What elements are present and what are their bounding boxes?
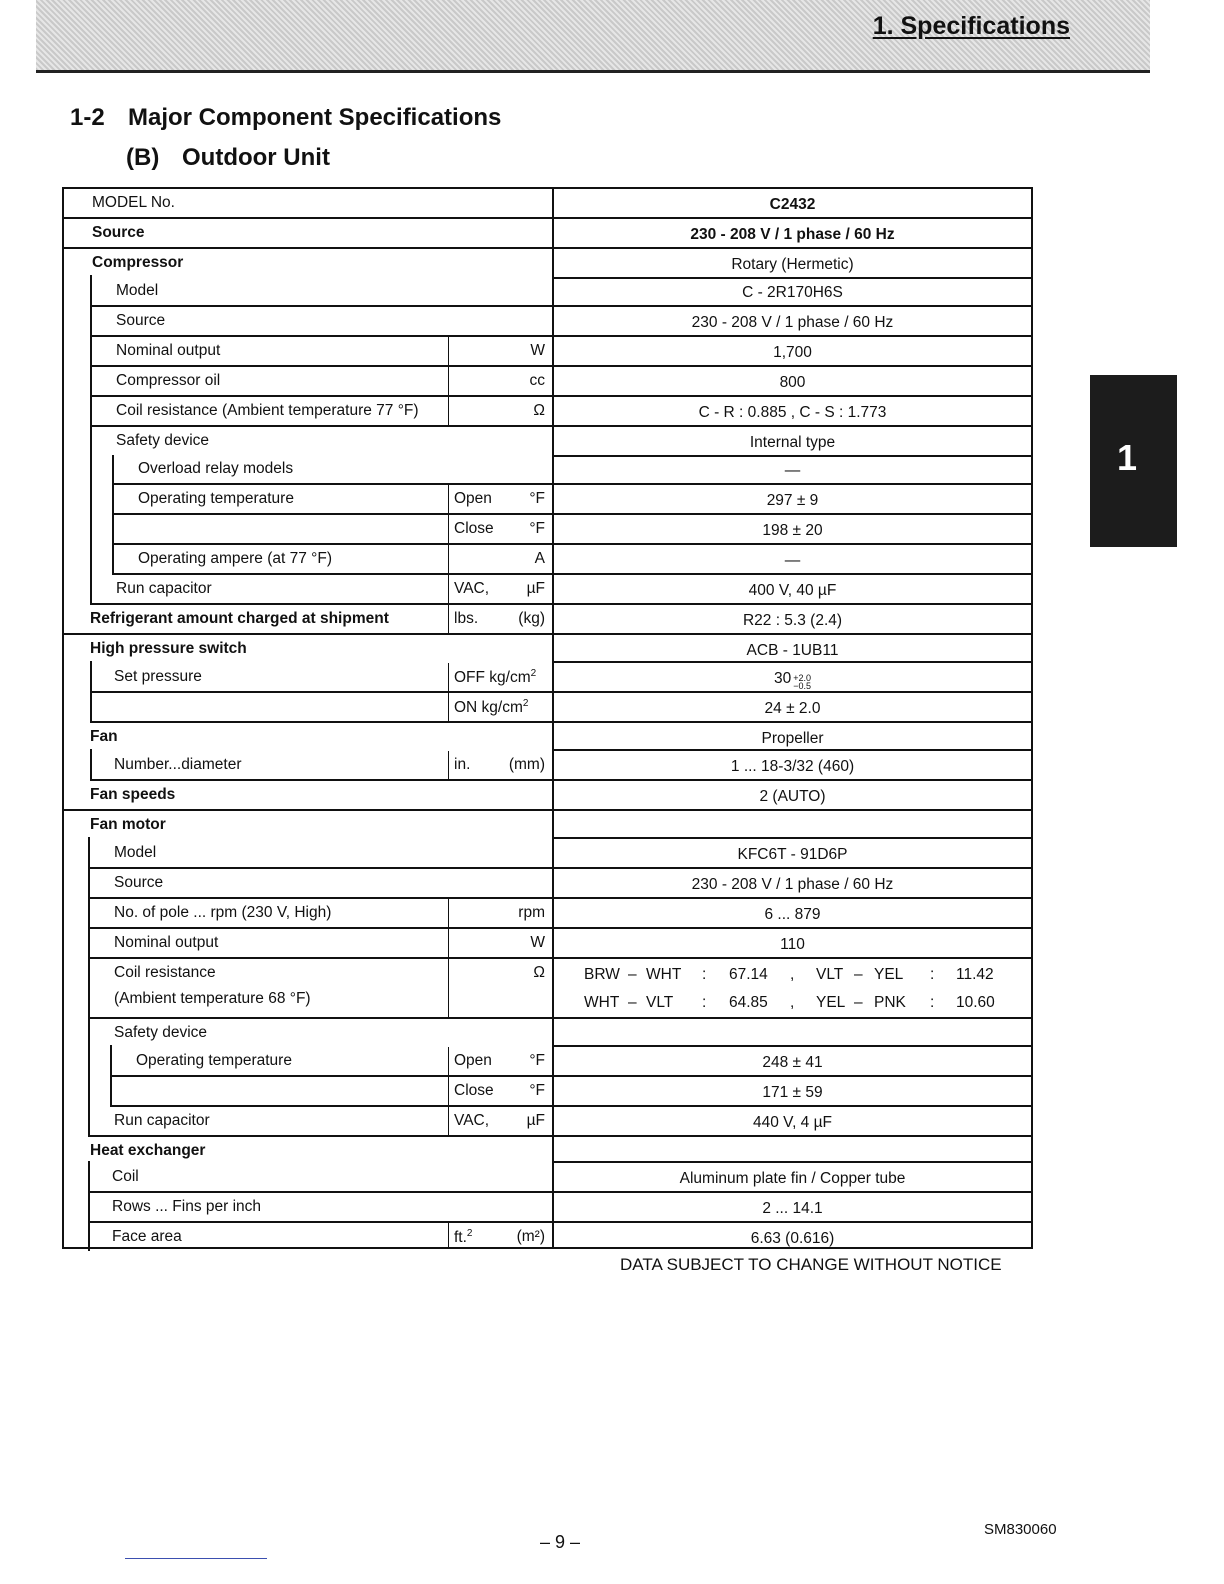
coil-cell: : — [702, 994, 707, 1011]
coil-cell: PNK — [874, 994, 906, 1011]
unit-left: ft.$^2$ — [454, 1228, 473, 1247]
unit-cell — [448, 575, 552, 603]
row-heat-exchanger — [64, 1137, 1031, 1163]
row-overload-relay — [112, 455, 1031, 485]
unit-left: VAC, — [454, 1112, 490, 1129]
row-label: Safety device — [114, 1024, 208, 1041]
row-value — [552, 1137, 1031, 1163]
unit-right: °F — [529, 520, 545, 537]
row-label-secondary: (Ambient temperature 68 °F) — [114, 990, 311, 1007]
row-label: Coil resistance (Ambient temperature 77 °F) — [116, 402, 419, 419]
row-value: KFC6T - 91D6P — [552, 839, 1031, 867]
row-value: — — [552, 455, 1031, 483]
unit-left: Open — [454, 1052, 492, 1069]
row-label: Run capacitor — [116, 580, 212, 597]
row-value: 171 ± 59 — [552, 1077, 1031, 1105]
unit-right: (m²) — [516, 1228, 545, 1245]
coil-cell: 10.60 — [956, 994, 995, 1011]
row-value: 110 — [552, 929, 1031, 957]
row-label: Refrigerant amount charged at shipment — [90, 610, 389, 627]
coil-cell: WHT — [584, 994, 620, 1011]
row-fan-motor — [64, 811, 1031, 839]
row-compressor-oil — [90, 367, 1031, 397]
row-value: 230 - 208 V / 1 phase / 60 Hz — [552, 869, 1031, 897]
coil-cell: , — [790, 994, 795, 1011]
row-value: 1,700 — [552, 337, 1031, 365]
unit-cell — [448, 751, 552, 779]
unit-left: OFF $kg/cm^2$ — [454, 668, 537, 687]
row-label: Run capacitor — [114, 1112, 210, 1129]
coil-cell: : — [930, 994, 935, 1011]
row-hx-face-area — [88, 1223, 1031, 1249]
unit-left: ON $kg/cm^2$ — [454, 698, 529, 717]
row-fan-speeds — [64, 781, 1031, 811]
row-value: Rotary (Hermetic) — [552, 249, 1031, 279]
document-code: SM830060 — [984, 1521, 1057, 1538]
row-label: Source — [116, 312, 166, 329]
tolerance: +2.0 −0.5 — [793, 673, 812, 691]
unit-right: °F — [529, 1052, 545, 1069]
unit-right: °F — [529, 490, 545, 507]
row-value: R22 : 5.3 (2.4) — [552, 605, 1031, 633]
row-label: Fan speeds — [90, 786, 176, 803]
unit-cell — [448, 1223, 552, 1249]
unit-cell — [448, 1107, 552, 1135]
coil-cell: – — [854, 966, 863, 983]
coil-grid — [584, 966, 1004, 1022]
coil-cell: YEL — [816, 994, 846, 1011]
row-fan-run-capacitor — [88, 1107, 1031, 1137]
unit-cell — [448, 513, 552, 543]
section-heading — [70, 104, 501, 132]
row-label: Heat exchanger — [90, 1142, 206, 1159]
row-label: Nominal output — [114, 934, 219, 951]
row-operating-ampere — [112, 545, 1031, 575]
row-label: Operating temperature — [138, 490, 294, 507]
row-value: 230 - 208 V / 1 phase / 60 Hz — [552, 219, 1031, 247]
row-label: Number...diameter — [114, 756, 242, 773]
row-value: 440 V, 4 µF — [552, 1107, 1031, 1135]
row-label: Set pressure — [114, 668, 202, 685]
coil-cell: 67.14 — [729, 966, 768, 983]
row-operating-temp-open — [112, 485, 1031, 515]
row-value: 800 — [552, 367, 1031, 395]
section-number: 1-2 — [70, 104, 105, 131]
coil-cell: VLT — [646, 994, 674, 1011]
coil-cell: – — [854, 994, 863, 1011]
row-fan-motor-source — [88, 869, 1031, 899]
row-fan-motor-model — [88, 839, 1031, 869]
row-label: Safety device — [116, 432, 210, 449]
row-label: High pressure switch — [90, 640, 247, 657]
page-number: – 9 – — [540, 1532, 581, 1552]
row-hx-coil — [88, 1163, 1031, 1193]
row-value: 198 ± 20 — [552, 515, 1031, 543]
row-value: 2 ... 14.1 — [552, 1193, 1031, 1221]
unit-left: lbs. — [454, 610, 479, 627]
row-fan — [64, 723, 1031, 751]
row-number-diameter — [90, 751, 1031, 781]
row-label: Coil — [112, 1168, 139, 1185]
coil-resistance-values — [552, 959, 1031, 1017]
spec-table — [62, 187, 1033, 1249]
coil-cell: VLT — [816, 966, 844, 983]
coil-line — [584, 966, 1004, 994]
row-label: Compressor — [92, 254, 184, 271]
row-label: Source — [114, 874, 164, 891]
change-notice: DATA SUBJECT TO CHANGE WITHOUT NOTICE — [620, 1255, 1002, 1274]
coil-cell: – — [628, 994, 637, 1011]
row-value: C2432 — [552, 189, 1031, 217]
row-label: Nominal output — [116, 342, 221, 359]
row-fan-operating-temp-close — [110, 1077, 1031, 1107]
row-fan-nominal-output — [88, 929, 1031, 959]
section-title: Major Component Specifications — [128, 104, 502, 131]
unit-right: W — [530, 342, 545, 359]
row-compressor — [64, 249, 1031, 279]
unit-left: in. — [454, 756, 471, 773]
row-value: 297 ± 9 — [552, 485, 1031, 513]
coil-cell: – — [628, 966, 637, 983]
footer-rule — [125, 1558, 267, 1559]
coil-cell: : — [930, 966, 935, 983]
row-coil-resistance — [90, 397, 1031, 427]
subsection-label: (B) — [126, 144, 160, 171]
header-band — [36, 0, 1150, 73]
unit-cell — [448, 605, 552, 633]
unit-cell — [448, 929, 552, 957]
subsection-heading — [126, 144, 330, 172]
row-operating-temp-close — [112, 515, 1031, 545]
row-set-pressure-on — [90, 693, 1031, 723]
unit-cell — [448, 337, 552, 365]
unit-left: Close — [454, 520, 494, 537]
coil-cell: WHT — [646, 966, 682, 983]
row-label: Rows ... Fins per inch — [112, 1198, 262, 1215]
row-refrigerant — [64, 605, 1031, 635]
row-value: 230 - 208 V / 1 phase / 60 Hz — [552, 307, 1031, 335]
row-value: Aluminum plate fin / Copper tube — [552, 1163, 1031, 1191]
row-source — [64, 219, 1031, 249]
unit-left: Close — [454, 1082, 494, 1099]
unit-cell — [448, 959, 552, 1017]
row-value: 2 (AUTO) — [552, 781, 1031, 809]
row-compressor-source — [90, 307, 1031, 337]
coil-cell: 64.85 — [729, 994, 768, 1011]
row-label: No. of pole ... rpm (230 V, High) — [114, 904, 332, 921]
row-value: C - 2R170H6S — [552, 277, 1031, 305]
row-value: — — [552, 545, 1031, 573]
row-value: 1 ... 18-3/32 (460) — [552, 751, 1031, 779]
row-label: MODEL No. — [92, 194, 175, 211]
unit-left: Open — [454, 490, 492, 507]
row-model-no — [64, 189, 1031, 219]
chapter-tab-label: 1 — [1117, 437, 1138, 478]
coil-cell: YEL — [874, 966, 904, 983]
row-safety-device — [90, 427, 1031, 457]
unit-cell — [448, 899, 552, 927]
row-label: Overload relay models — [138, 460, 294, 477]
unit-right: cc — [529, 372, 545, 389]
row-value: 24 ± 2.0 — [552, 693, 1031, 721]
coil-cell: 11.42 — [956, 966, 994, 983]
unit-cell — [448, 1047, 552, 1075]
coil-cell: BRW — [584, 966, 620, 983]
row-run-capacitor — [90, 575, 1031, 605]
row-value: 248 ± 41 — [552, 1047, 1031, 1075]
row-label: Fan — [90, 728, 118, 745]
row-nominal-output — [90, 337, 1031, 367]
unit-right: rpm — [518, 904, 545, 921]
unit-left: VAC, — [454, 580, 490, 597]
unit-cell — [448, 397, 552, 425]
row-fan-coil-resistance — [88, 959, 1031, 1019]
coil-cell: , — [790, 966, 795, 983]
row-value: Internal type — [552, 427, 1031, 457]
row-high-pressure-switch — [64, 635, 1031, 663]
unit-cell — [448, 545, 552, 573]
unit-right: (mm) — [508, 756, 545, 773]
row-fan-operating-temp-open — [110, 1047, 1031, 1077]
row-value: 6 ... 879 — [552, 899, 1031, 927]
row-value — [552, 1019, 1031, 1047]
row-set-pressure-off — [90, 663, 1031, 693]
row-value: C - R : 0.885 , C - S : 1.773 — [552, 397, 1031, 425]
row-pole-rpm — [88, 899, 1031, 929]
coil-line — [584, 994, 1004, 1022]
unit-cell — [448, 367, 552, 395]
unit-cell — [448, 691, 552, 721]
header-title: 1. Specifications — [872, 12, 1070, 40]
unit-cell — [448, 663, 552, 691]
row-value: Propeller — [552, 723, 1031, 751]
row-value: 6.63 (0.616) — [552, 1223, 1031, 1249]
row-label: Compressor oil — [116, 372, 221, 389]
unit-cell — [448, 1075, 552, 1105]
unit-cell — [448, 485, 552, 513]
unit-right: µF — [526, 580, 545, 597]
row-value: 30 +2.0 −0.5 — [552, 663, 1031, 691]
unit-right: µF — [526, 1112, 545, 1129]
row-label: Face area — [112, 1228, 182, 1245]
unit-right: °F — [529, 1082, 545, 1099]
unit-right: (kg) — [518, 610, 545, 627]
row-fan-safety-device — [88, 1019, 1031, 1047]
row-label: Operating ampere (at 77 °F) — [138, 550, 333, 567]
unit-right: A — [534, 550, 545, 567]
row-label: Model — [116, 282, 159, 299]
unit-right: Ω — [533, 402, 545, 419]
row-label: Coil resistance — [114, 964, 216, 981]
subsection-title: Outdoor Unit — [182, 144, 330, 171]
unit-right: Ω — [533, 964, 545, 981]
row-compressor-model — [90, 277, 1031, 307]
row-label: Source — [92, 224, 145, 241]
row-value: ACB - 1UB11 — [552, 635, 1031, 663]
coil-cell: : — [702, 966, 707, 983]
row-hx-rows-fins — [88, 1193, 1031, 1223]
row-label: Model — [114, 844, 157, 861]
row-label: Operating temperature — [136, 1052, 292, 1069]
row-value: 400 V, 40 µF — [552, 575, 1031, 603]
unit-right: W — [530, 934, 545, 951]
row-value — [552, 811, 1031, 839]
chapter-tab — [1090, 375, 1177, 547]
row-label: Fan motor — [90, 816, 166, 833]
